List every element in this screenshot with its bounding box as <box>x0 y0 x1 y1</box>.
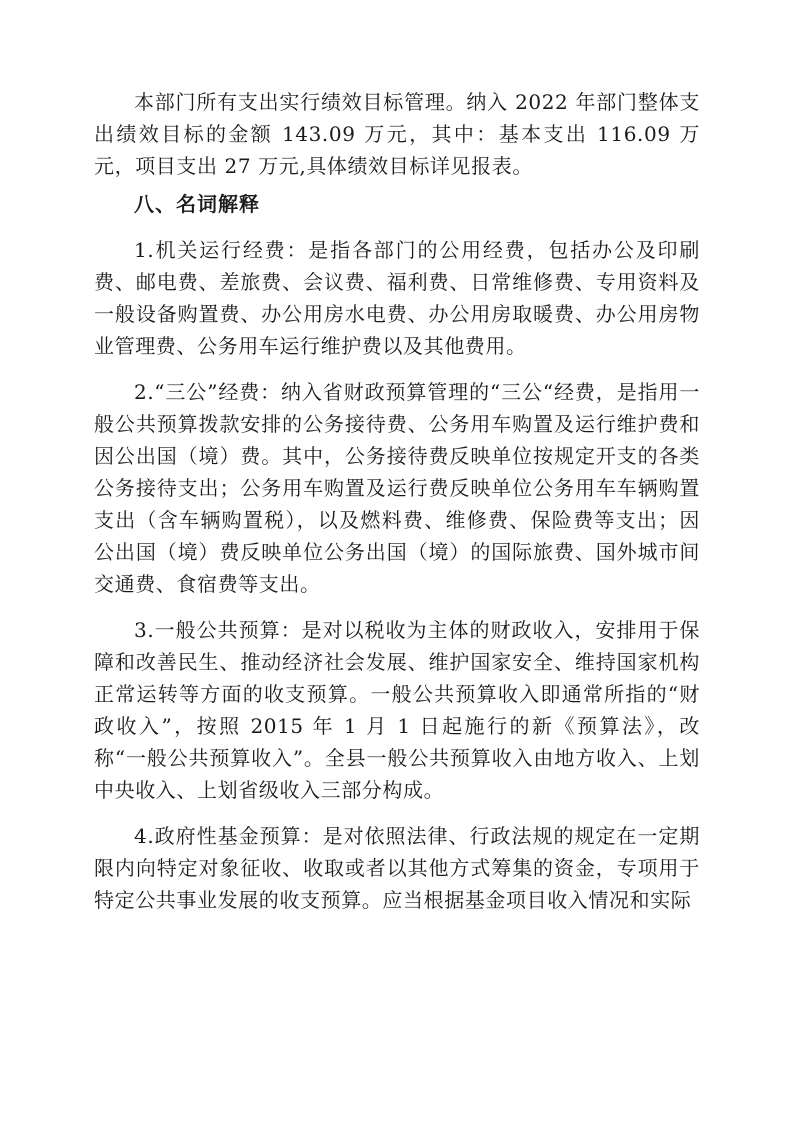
document-body <box>94 86 700 916</box>
paragraph-term-general-public-budget: 3.一般公共预算：是对以税收为主体的财政收入，安排用于保障和改善民生、推动经济社会发展、维护国家安全、维持国家机构正常运转等方面的收支预算。一般公共预算收入即通常所指的“财政收入”，按照 2015 年 1 月 1 日起施行的新《预算法》，改称“一般公共预算收入”。全县一般公共预算收入由地方收入、上划中央收入、上划省级收入三部分构成。 <box>94 618 700 802</box>
paragraph-performance-targets: 本部门所有支出实行绩效目标管理。纳入 2022 年部门整体支出绩效目标的金额 143.09 万元，其中：基本支出 116.09 万元，项目支出 27 万元,具体绩效目标详见报表。 <box>94 90 700 178</box>
section-heading-glossary: 八、名词解释 <box>134 192 260 216</box>
paragraph-term-three-public-funds: 2.“三公”经费：纳入省财政预算管理的“三公“经费，是指用一般公共预算拨款安排的公务接待费、公务用车购置及运行维护费和因公出国（境）费。其中，公务接待费反映单位按规定开支的各类公务接待支出；公务用车购置及运行费反映单位公务用车车辆购置支出（含车辆购置税），以及燃料费、维修费、保险费等支出；因公出国（境）费反映单位公务出国（境）的国际旅费、国外城市间交通费、食宿费等支出。 <box>94 380 700 596</box>
paragraph-term-government-fund-budget: 4.政府性基金预算：是对依照法律、行政法规的规定在一定期限内向特定对象征收、收取或者以其他方式筹集的资金，专项用于特定公共事业发展的收支预算。应当根据基金项目收入情况和实际 <box>94 824 700 912</box>
paragraph-term-operating-funds: 1.机关运行经费：是指各部门的公用经费，包括办公及印刷费、邮电费、差旅费、会议费、福利费、日常维修费、专用资料及一般设备购置费、办公用房水电费、办公用房取暖费、办公用房物业管理费、公务用车运行维护费以及其他费用。 <box>94 238 700 358</box>
